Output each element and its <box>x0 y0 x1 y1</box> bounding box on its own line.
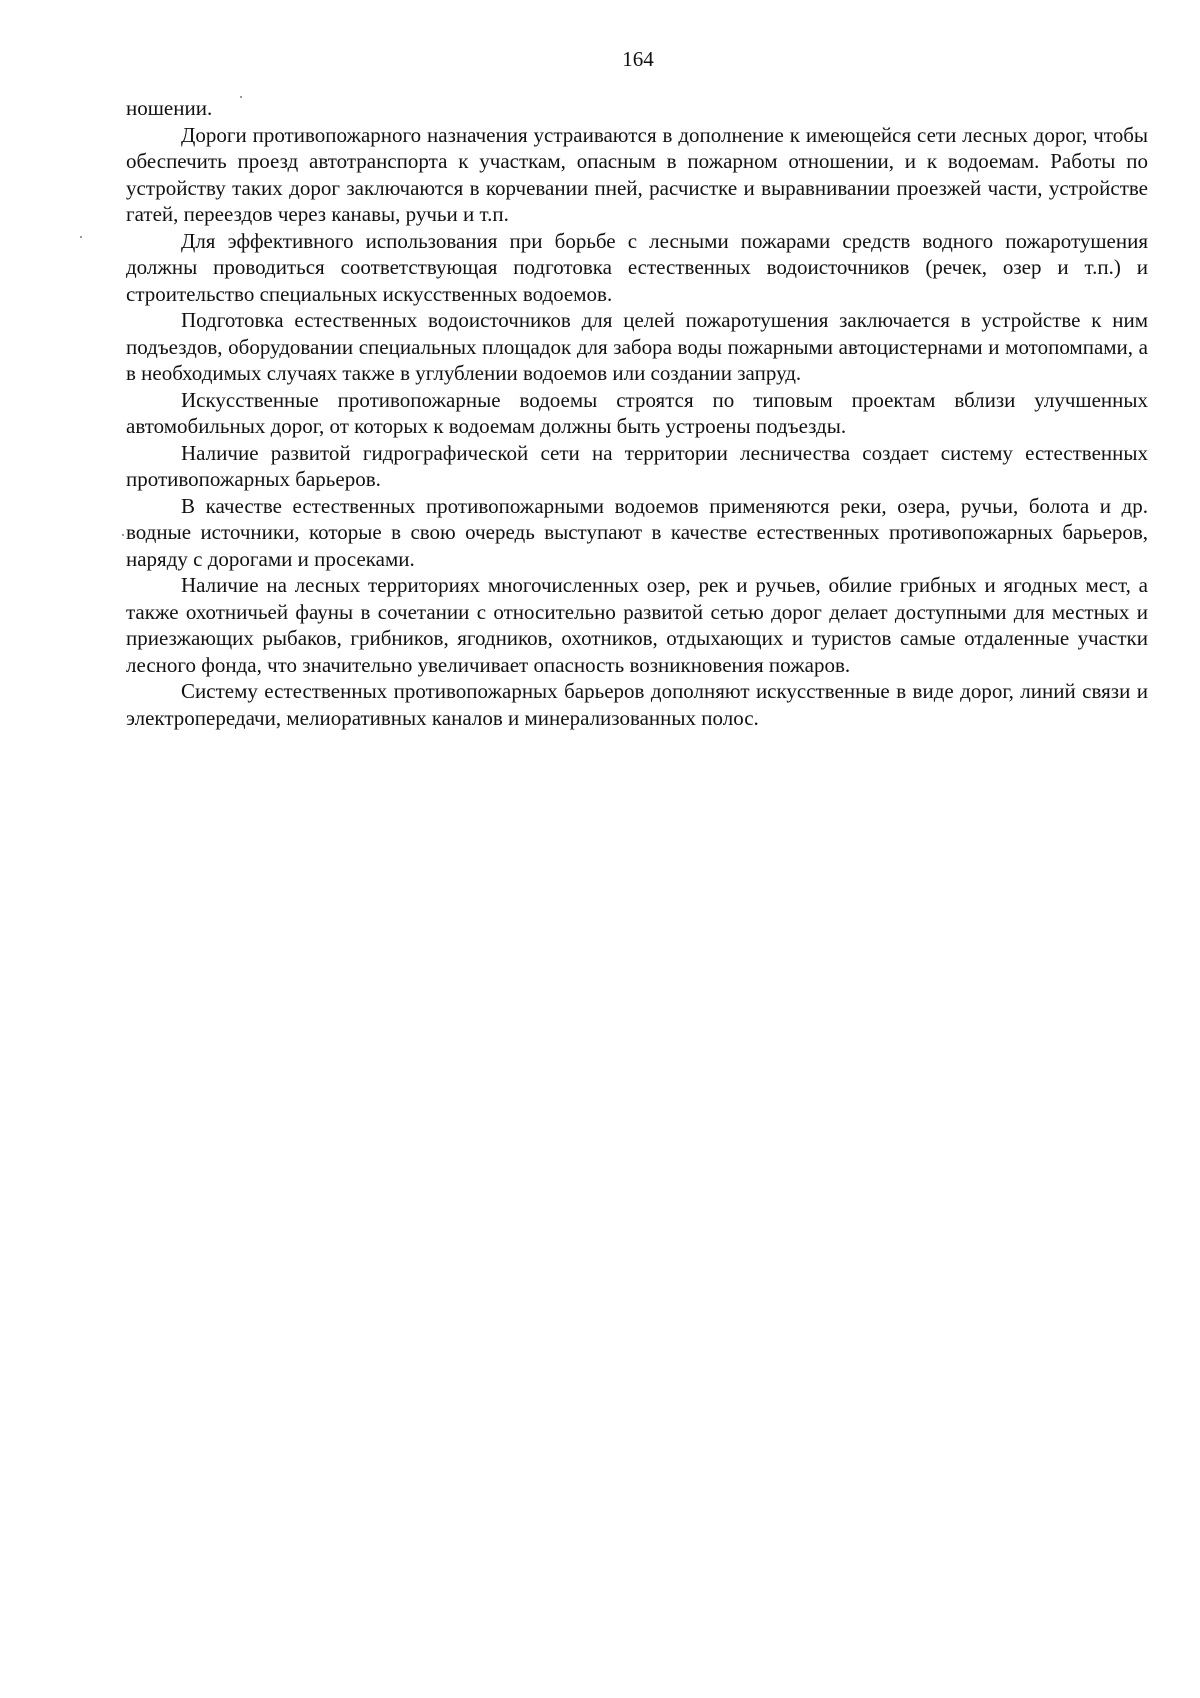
paragraph-fire-danger: Наличие на лесных территориях многочисленных озер, рек и ручьев, обилие грибных и ягодных мест, а также охотничьей фауны в сочетании с относительно развитой сетью дорог делает доступными для местных и приезжающих рыбаков, грибников, ягодников, охотников, отдыхающих и туристов самые отдаленные участки лесного фонда, что значительно увеличивает опасность возникновения пожаров. <box>126 573 1148 677</box>
paragraph-water-firefighting: Для эффективного использования при борьбе с лесными пожарами средств водного пожаротушения должны проводиться соответствующая подготовка естественных водоисточников (речек, озер и т.п.) и строительство специальных искусственных водоемов. <box>126 228 1148 306</box>
scan-speck <box>240 96 242 98</box>
page-number: 164 <box>622 47 654 71</box>
paragraph-continuation: ношении. <box>126 96 213 120</box>
scan-speck <box>80 236 82 238</box>
paragraph-natural-water-sources: Подготовка естественных водоисточников для целей пожаротушения заключается в устройстве к ним подъездов, оборудовании специальных площадок для забора воды пожарными автоцистернами и мотопомпами, а в необходимых случаях также в углублении водоемов или создании запруд. <box>126 308 1148 385</box>
paragraph-artificial-reservoirs: Искусственные противопожарные водоемы строятся по типовым проектам вблизи улучшенных автомобильных дорог, от которых к водоемам должны быть устроены подъезды. <box>126 387 1148 438</box>
paragraph-fire-roads: Дороги противопожарного назначения устраиваются в дополнение к имеющейся сети лесных дорог, чтобы обеспечить проезд автотранспорта к участкам, опасным в пожарном отношении, и к водоемам. Работы по устройству таких дорог заключаются в корчевании пней, расчистке и выравнивании проезжей части, устройстве гатей, переездов через канавы, ручьи и т.п. <box>126 122 1148 226</box>
paragraph-natural-barriers: В качестве естественных противопожарными водоемов применяются реки, озера, ручьи, болота и др. водные источники, которые в свою очередь выступают в качестве естественных противопожарных барьеров, наряду с дорогами и просеками. <box>126 493 1148 571</box>
paragraph-artificial-barriers: Систему естественных противопожарных барьеров дополняют искусственные в виде дорог, линий связи и электропередачи, мелиоративных каналов и минерализованных полос. <box>126 679 1148 730</box>
paragraph-hydrographic-network: Наличие развитой гидрографической сети на территории лесничества создает систему естественных противопожарных барьеров. <box>126 440 1148 491</box>
scan-speck <box>122 534 124 536</box>
body-text <box>126 95 1148 731</box>
